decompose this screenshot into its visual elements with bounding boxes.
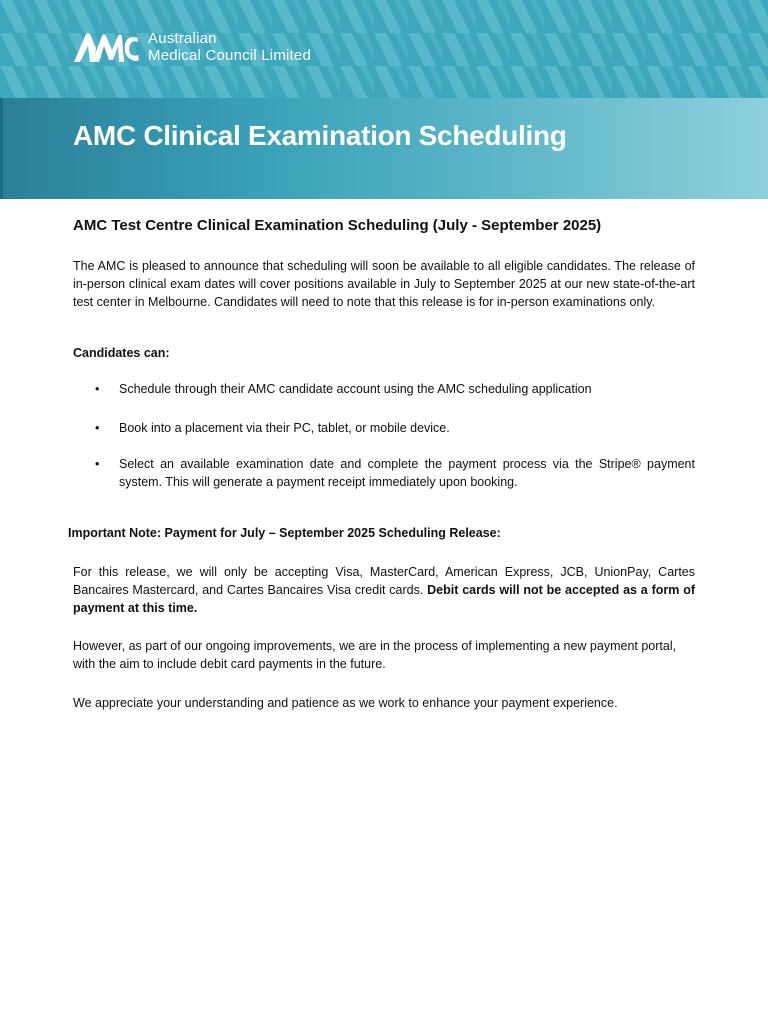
page-title: AMC Clinical Examination Scheduling: [73, 120, 567, 151]
payment-text: For this release, we will only be accepting Visa, MasterCard, American Express, JCB, UnionPay, Cartes Bancaires Mastercard, and Cartes Bancaires Visa credit cards.: [73, 565, 695, 597]
list-item-text: Select an available examination date and complete the payment process via the Stripe® payment system. This will generate a payment receipt immediately upon booking.: [119, 457, 695, 489]
payment-paragraph: [73, 563, 695, 617]
list-item: [73, 455, 695, 491]
bullet-icon: •: [95, 457, 100, 471]
document-subtitle: AMC Test Centre Clinical Examination Scheduling (July - September 2025): [73, 217, 602, 234]
list-item-text: Schedule through their AMC candidate account using the AMC scheduling application: [119, 382, 592, 396]
amc-logo-icon: [72, 32, 140, 62]
org-name-line2: Medical Council Limited: [148, 47, 312, 64]
candidates-can-heading: Candidates can:: [73, 346, 170, 360]
important-note-heading: Important Note: Payment for July – September 2025 Scheduling Release:: [68, 526, 501, 540]
improvements-paragraph: However, as part of our ongoing improvements, we are in the process of implementing a new payment portal, with the aim to include debit card payments in the future.: [73, 639, 677, 671]
payment-bold-text: Debit cards will not be accepted as a form of payment at this time.: [73, 583, 695, 615]
header-banner: [0, 0, 768, 98]
bullet-icon: •: [95, 421, 100, 435]
amc-logo[interactable]: [72, 30, 311, 64]
title-band: [0, 98, 768, 199]
list-item: [73, 380, 695, 398]
intro-paragraph: The AMC is pleased to announce that scheduling will soon be available to all eligible candidates. The release of in-person clinical exam dates will cover positions available in July to September 2025 at our new state-of-the-art test center in Melbourne. Candidates will need to note that this release is for in-person examinations only.: [73, 259, 695, 309]
bullet-icon: •: [95, 382, 100, 396]
list-item: [73, 419, 695, 437]
candidate-actions-list: [73, 380, 695, 491]
org-name-line1: Australian: [148, 30, 217, 47]
org-name: [148, 30, 311, 64]
list-item-text: Book into a placement via their PC, tablet, or mobile device.: [119, 421, 450, 435]
closing-paragraph: We appreciate your understanding and patience as we work to enhance your payment experience.: [73, 696, 618, 710]
